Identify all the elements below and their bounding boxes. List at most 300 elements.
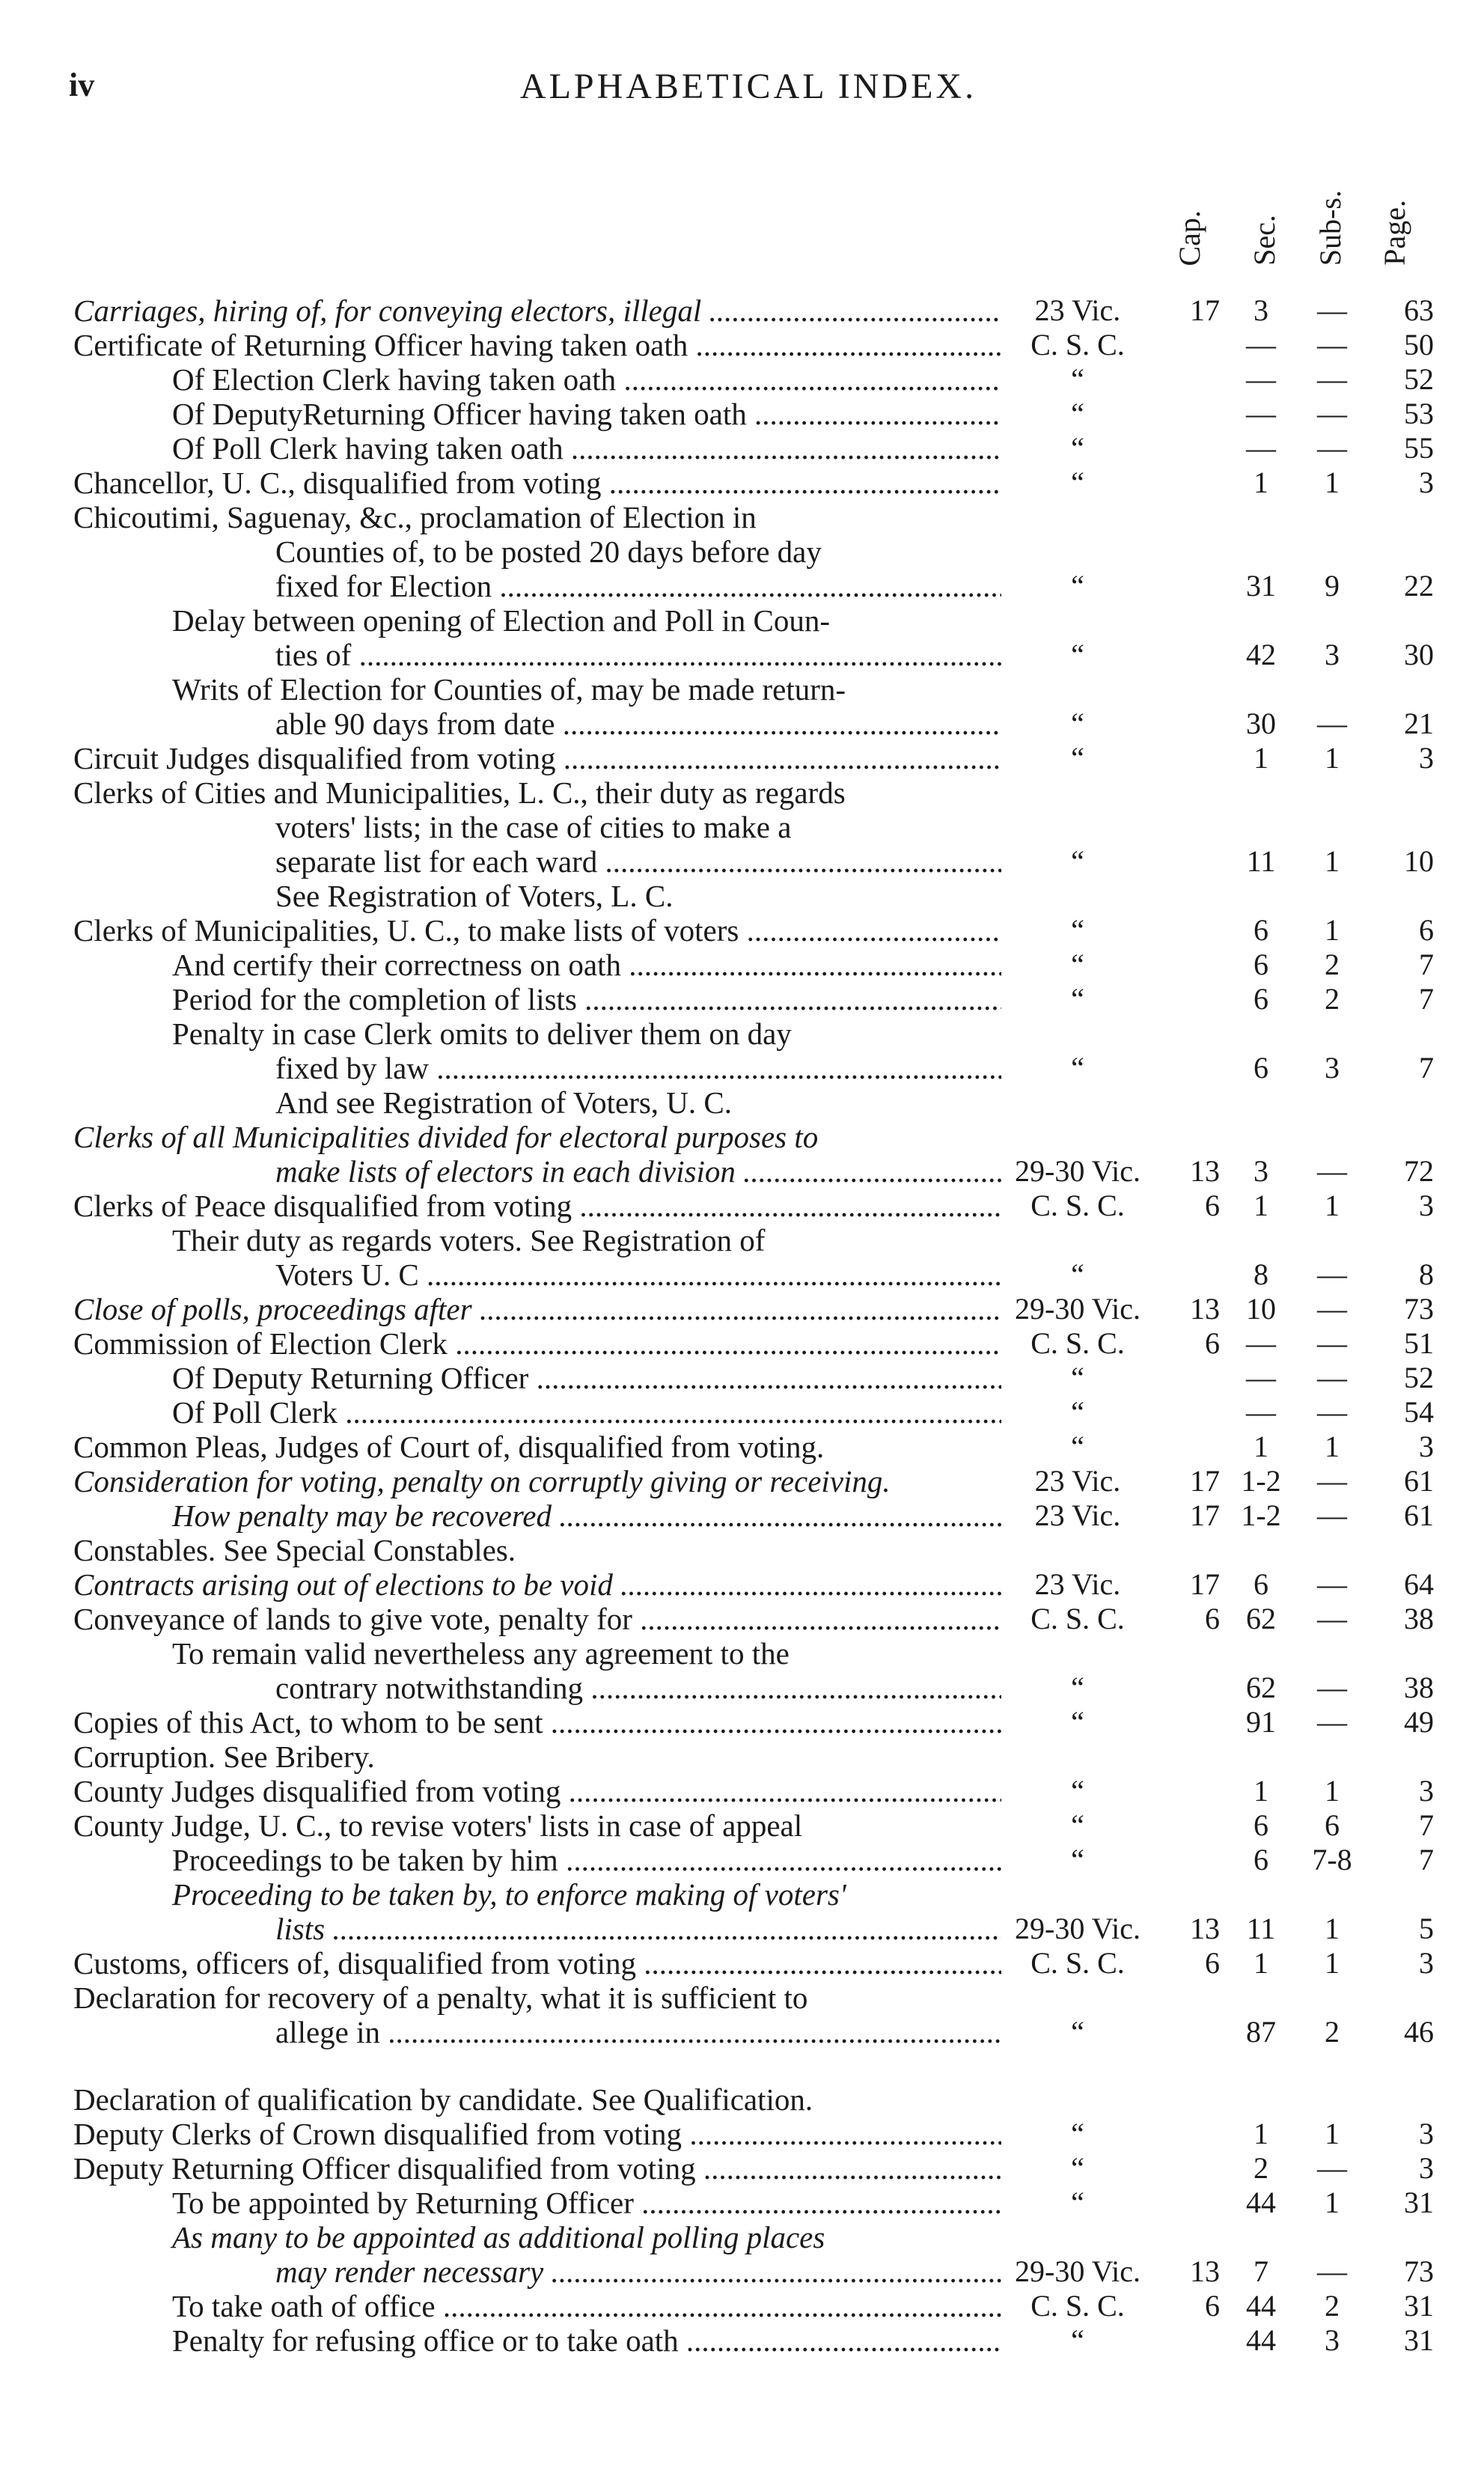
page-header xyxy=(52,66,1444,111)
entry-act: 23 Vic. xyxy=(1034,293,1121,327)
entry-sec: 6 xyxy=(1254,1567,1268,1601)
entry-text: Of Deputy Returning Officer ..... xyxy=(73,1361,1001,1395)
entry-act: “ xyxy=(1071,1705,1084,1739)
entry-sec: — xyxy=(1246,431,1276,465)
entry-subs: — xyxy=(1317,1705,1347,1739)
entry-subs: 9 xyxy=(1325,569,1340,603)
entry-sec: — xyxy=(1246,1395,1276,1429)
entry-subs: 2 xyxy=(1325,982,1340,1016)
entry-page: 30 xyxy=(1404,638,1434,671)
entry-sec: 30 xyxy=(1246,707,1276,740)
entry-act: “ xyxy=(1071,844,1084,878)
entry-cap: 13 xyxy=(1190,2254,1220,2288)
entry-text: Declaration for recovery of a penalty, what it is sufficient to xyxy=(73,1980,808,2015)
entry-text: And see Registration of Voters, U. C. xyxy=(275,1085,733,1120)
entry-text: To remain valid nevertheless any agreement to the xyxy=(172,1636,790,1671)
entry-text: Common Pleas, Judges of Court of, disqualified from voting. xyxy=(73,1430,825,1464)
entry-act: “ xyxy=(1071,982,1084,1016)
entry-text: able 90 days from date ..... xyxy=(73,707,1001,741)
index-entry xyxy=(0,948,1484,982)
entry-page: 3 xyxy=(1419,466,1434,499)
entry-text: Delay between opening of Election and Poll in Coun- xyxy=(172,603,831,638)
entry-act: C. S. C. xyxy=(1030,1602,1125,1635)
entry-text: County Judge, U. C., to revise voters' lists in case of appeal xyxy=(73,1808,803,1843)
entry-page: 3 xyxy=(1419,1946,1434,1980)
entry-text: Of Poll Clerk ..... xyxy=(73,1395,1001,1430)
entry-page: 3 xyxy=(1419,1430,1434,1463)
entry-sec: 62 xyxy=(1246,1671,1276,1704)
entry-act: “ xyxy=(1071,638,1084,671)
entry-sec: — xyxy=(1246,397,1276,430)
entry-sec: 7 xyxy=(1254,2254,1268,2288)
index-entry xyxy=(0,1843,1484,1877)
entry-subs: 3 xyxy=(1325,2323,1340,2357)
entry-page: 7 xyxy=(1419,982,1434,1016)
index-entry xyxy=(0,707,1484,741)
page-title: ALPHABETICAL INDEX. xyxy=(519,67,977,106)
entry-page: 8 xyxy=(1419,1257,1434,1291)
index-entry xyxy=(0,775,1484,810)
index-entry xyxy=(0,1498,1484,1533)
entry-act: “ xyxy=(1071,741,1084,775)
index-entry xyxy=(0,1326,1484,1361)
entry-text: County Judges disqualified from voting ..... xyxy=(73,1774,1001,1808)
entry-text: Penalty in case Clerk omits to deliver them on day xyxy=(172,1016,792,1051)
entry-text: make lists of electors in each division ..... xyxy=(73,1154,1001,1189)
index-entry xyxy=(0,466,1484,500)
index-entry xyxy=(0,1636,1484,1671)
entry-page: 7 xyxy=(1419,1843,1434,1876)
index-entry xyxy=(0,1671,1484,1705)
entry-cap: 13 xyxy=(1190,1912,1220,1945)
entry-cap: 6 xyxy=(1205,1326,1220,1360)
entry-text: Circuit Judges disqualified from voting ..... xyxy=(73,741,1001,775)
index-entry xyxy=(0,2289,1484,2323)
entry-act: 23 Vic. xyxy=(1034,1498,1121,1532)
entry-sec: 6 xyxy=(1254,948,1268,981)
column-header-subs: Sub-s. xyxy=(1313,189,1347,266)
entry-text: Period for the completion of lists ..... xyxy=(73,982,1001,1016)
entry-act: “ xyxy=(1071,2151,1084,2185)
entry-subs: — xyxy=(1317,1361,1347,1394)
index-entry xyxy=(0,293,1484,328)
entry-act: “ xyxy=(1071,1671,1084,1704)
entry-sec: 1 xyxy=(1254,2117,1268,2150)
entry-subs: — xyxy=(1317,1154,1347,1188)
entry-sec: 87 xyxy=(1246,2015,1276,2049)
entry-subs: — xyxy=(1317,362,1347,396)
entry-text: Commission of Election Clerk ..... xyxy=(73,1326,1001,1361)
entry-subs: 1 xyxy=(1325,2186,1340,2219)
entry-sec: 2 xyxy=(1254,2151,1268,2185)
entry-text: Their duty as regards voters. See Registration of xyxy=(172,1223,766,1257)
entry-page: 3 xyxy=(1419,2117,1434,2150)
entry-subs: — xyxy=(1317,1671,1347,1704)
entry-text: Voters U. C ..... xyxy=(73,1257,1001,1292)
entry-text: Proceeding to be taken by, to enforce making of voters' xyxy=(172,1877,846,1912)
entry-page: 73 xyxy=(1404,2254,1434,2288)
entry-sec: 42 xyxy=(1246,638,1276,671)
entry-subs: 1 xyxy=(1325,913,1340,947)
entry-subs: — xyxy=(1317,707,1347,740)
entry-text: Corruption. See Bribery. xyxy=(73,1739,375,1774)
entry-act: “ xyxy=(1071,431,1084,465)
entry-text: Writs of Election for Counties of, may be made return- xyxy=(172,672,846,707)
entry-text: Counties of, to be posted 20 days before day xyxy=(275,534,822,569)
entry-subs: 3 xyxy=(1325,638,1340,671)
index-entry xyxy=(0,1533,1484,1567)
entry-act: “ xyxy=(1071,2117,1084,2150)
entry-sec: — xyxy=(1246,1326,1276,1360)
entry-page: 54 xyxy=(1404,1395,1434,1429)
entry-text: To take oath of office ..... xyxy=(73,2289,1001,2323)
entry-text: separate list for each ward ..... xyxy=(73,844,1001,879)
entry-page: 3 xyxy=(1419,2151,1434,2185)
index-entry xyxy=(0,500,1484,534)
entry-text: Clerks of Municipalities, U. C., to make lists of voters ..... xyxy=(73,913,1001,948)
entry-act: 29-30 Vic. xyxy=(1015,1912,1141,1945)
entry-text: Proceedings to be taken by him ..... xyxy=(73,1843,1001,1877)
entry-text: allege in ..... xyxy=(73,2015,1001,2049)
entry-text: To be appointed by Returning Officer ..... xyxy=(73,2186,1001,2220)
entry-sec: 1 xyxy=(1254,741,1268,775)
index-entry xyxy=(0,1912,1484,1946)
entry-act: “ xyxy=(1071,948,1084,981)
entry-subs: — xyxy=(1317,2254,1347,2288)
entry-act: 23 Vic. xyxy=(1034,1464,1121,1498)
entry-page: 55 xyxy=(1404,431,1434,465)
entry-text: Close of polls, proceedings after ..... xyxy=(73,1292,1001,1326)
entry-act: “ xyxy=(1071,1430,1084,1463)
entry-page: 38 xyxy=(1404,1602,1434,1635)
entry-subs: — xyxy=(1317,1326,1347,1360)
index-entry xyxy=(0,1292,1484,1326)
index-entry xyxy=(0,2082,1484,2117)
entry-subs: 1 xyxy=(1325,1912,1340,1945)
entry-act: “ xyxy=(1071,1361,1084,1394)
entry-subs: 1 xyxy=(1325,1430,1340,1463)
index-entry xyxy=(0,328,1484,362)
index-entry xyxy=(0,603,1484,638)
entry-act: C. S. C. xyxy=(1030,1189,1125,1222)
entry-act: “ xyxy=(1071,1774,1084,1808)
entry-cap: 17 xyxy=(1190,293,1220,327)
entry-act: C. S. C. xyxy=(1030,328,1125,362)
entry-text: Clerks of Cities and Municipalities, L. C., their duty as regards xyxy=(73,775,846,810)
column-header-cap: Cap. xyxy=(1173,210,1206,266)
index-entry xyxy=(0,362,1484,397)
entry-page: 31 xyxy=(1404,2186,1434,2219)
page-number: iv xyxy=(69,67,95,103)
index-entry xyxy=(0,1361,1484,1395)
entry-text: Customs, officers of, disqualified from voting ..... xyxy=(73,1946,1001,1980)
entry-page: 38 xyxy=(1404,1671,1434,1704)
entry-subs: — xyxy=(1317,431,1347,465)
entry-text: See Registration of Voters, L. C. xyxy=(275,879,674,913)
entry-subs: 1 xyxy=(1325,466,1340,499)
entry-page: 49 xyxy=(1404,1705,1434,1739)
entry-sec: 31 xyxy=(1246,569,1276,603)
entry-text: How penalty may be recovered ..... xyxy=(73,1498,1001,1533)
column-header-sec: Sec. xyxy=(1248,215,1281,266)
index-entry xyxy=(0,638,1484,672)
entry-subs: 7-8 xyxy=(1312,1843,1352,1876)
entry-page: 31 xyxy=(1404,2289,1434,2323)
index-entry xyxy=(0,879,1484,913)
entry-subs: — xyxy=(1317,1464,1347,1498)
entry-page: 6 xyxy=(1419,913,1434,947)
index-entry xyxy=(0,569,1484,603)
index-entry xyxy=(0,1774,1484,1808)
index-entry xyxy=(0,741,1484,775)
index-entry xyxy=(0,1120,1484,1154)
entry-act: “ xyxy=(1071,1395,1084,1429)
entry-sec: 91 xyxy=(1246,1705,1276,1739)
entry-sec: 3 xyxy=(1254,293,1268,327)
entry-sec: 44 xyxy=(1246,2289,1276,2323)
entry-cap: 6 xyxy=(1205,1189,1220,1222)
entry-sec: 10 xyxy=(1246,1292,1276,1326)
index-entry xyxy=(0,534,1484,569)
index-entry xyxy=(0,1189,1484,1223)
entry-text: ties of ..... xyxy=(73,638,1001,672)
entry-sec: 3 xyxy=(1254,1154,1268,1188)
index-entry xyxy=(0,397,1484,431)
entry-text: Consideration for voting, penalty on corruptly giving or receiving. xyxy=(73,1464,891,1498)
index-entry xyxy=(0,1223,1484,1257)
entry-spacer xyxy=(0,2049,1484,2082)
entry-act: 29-30 Vic. xyxy=(1015,1292,1141,1326)
entry-text: Contracts arising out of elections to be void ..... xyxy=(73,1567,1001,1602)
entry-page: 50 xyxy=(1404,328,1434,362)
entry-subs: 3 xyxy=(1325,1051,1340,1085)
entry-text: Conveyance of lands to give vote, penalty for ..... xyxy=(73,1602,1001,1636)
entry-sec: 11 xyxy=(1246,844,1276,878)
entry-text: Deputy Clerks of Crown disqualified from voting ..... xyxy=(73,2117,1001,2151)
index-entry xyxy=(0,1051,1484,1085)
entry-page: 63 xyxy=(1404,293,1434,327)
entry-page: 22 xyxy=(1404,569,1434,603)
entry-text: Carriages, hiring of, for conveying electors, illegal ..... xyxy=(73,293,1001,328)
entry-text: Copies of this Act, to whom to be sent ..... xyxy=(73,1705,1001,1739)
entry-act: “ xyxy=(1071,397,1084,430)
entry-page: 3 xyxy=(1419,1189,1434,1222)
entry-text: And certify their correctness on oath ..... xyxy=(73,948,1001,982)
entry-page: 3 xyxy=(1419,1774,1434,1808)
entry-sec: 1 xyxy=(1254,1946,1268,1980)
entry-subs: — xyxy=(1317,328,1347,362)
index-entry xyxy=(0,1154,1484,1189)
index-entry xyxy=(0,431,1484,466)
index-entry xyxy=(0,982,1484,1016)
entry-page: 53 xyxy=(1404,397,1434,430)
entry-subs: 1 xyxy=(1325,844,1340,878)
entry-act: “ xyxy=(1071,569,1084,603)
entry-act: “ xyxy=(1071,2186,1084,2219)
entry-page: 21 xyxy=(1404,707,1434,740)
entry-page: 72 xyxy=(1404,1154,1434,1188)
index-entry xyxy=(0,1980,1484,2015)
entry-subs: — xyxy=(1317,1498,1347,1532)
entry-text: fixed by law ..... xyxy=(73,1051,1001,1085)
entry-sec: 6 xyxy=(1254,1843,1268,1876)
entry-subs: — xyxy=(1317,1257,1347,1291)
entry-subs: — xyxy=(1317,293,1347,327)
entry-cap: 6 xyxy=(1205,1602,1220,1635)
entry-text: Chancellor, U. C., disqualified from voting ..... xyxy=(73,466,1001,500)
entry-page: 46 xyxy=(1404,2015,1434,2049)
entry-act: 29-30 Vic. xyxy=(1015,2254,1141,2288)
entry-sec: 6 xyxy=(1254,1051,1268,1085)
entry-subs: 2 xyxy=(1325,948,1340,981)
entry-text: Of Poll Clerk having taken oath ..... xyxy=(73,431,1001,466)
index-entry xyxy=(0,1016,1484,1051)
entry-subs: 1 xyxy=(1325,741,1340,775)
entry-subs: 1 xyxy=(1325,1946,1340,1980)
entry-cap: 17 xyxy=(1190,1464,1220,1498)
index-entry xyxy=(0,1464,1484,1498)
entry-subs: 1 xyxy=(1325,1189,1340,1222)
entry-act: “ xyxy=(1071,913,1084,947)
entry-sec: 62 xyxy=(1246,1602,1276,1635)
entry-text: Clerks of Peace disqualified from voting ..... xyxy=(73,1189,1001,1223)
index-entry xyxy=(0,1877,1484,1912)
entry-act: “ xyxy=(1071,466,1084,499)
entry-subs: 6 xyxy=(1325,1808,1340,1842)
index-entry xyxy=(0,1430,1484,1464)
entry-cap: 13 xyxy=(1190,1292,1220,1326)
entry-sec: 1 xyxy=(1254,466,1268,499)
index-entry xyxy=(0,2254,1484,2289)
entry-cap: 17 xyxy=(1190,1498,1220,1532)
entry-act: “ xyxy=(1071,1843,1084,1876)
index-entry xyxy=(0,1395,1484,1430)
entry-text: contrary notwithstanding ..... xyxy=(73,1671,1001,1705)
entry-act: 23 Vic. xyxy=(1034,1567,1121,1601)
entry-subs: — xyxy=(1317,397,1347,430)
entry-page: 61 xyxy=(1404,1464,1434,1498)
entry-sec: 44 xyxy=(1246,2323,1276,2357)
entry-text: Certificate of Returning Officer having taken oath ..... xyxy=(73,328,1001,362)
entry-sec: 6 xyxy=(1254,913,1268,947)
entry-text: voters' lists; in the case of cities to make a xyxy=(275,810,792,844)
entry-sec: 6 xyxy=(1254,982,1268,1016)
entry-page: 73 xyxy=(1404,1292,1434,1326)
index-entry xyxy=(0,1085,1484,1120)
entry-act: “ xyxy=(1071,2015,1084,2049)
index-entry xyxy=(0,844,1484,879)
entry-sec: 1-2 xyxy=(1241,1498,1281,1532)
index-entry xyxy=(0,2117,1484,2151)
index-entry xyxy=(0,810,1484,844)
entry-subs: 1 xyxy=(1325,1774,1340,1808)
entry-cap: 6 xyxy=(1205,2289,1220,2323)
entry-act: “ xyxy=(1071,1808,1084,1842)
entry-sec: 8 xyxy=(1254,1257,1268,1291)
entry-sec: — xyxy=(1246,1361,1276,1394)
entry-subs: — xyxy=(1317,1567,1347,1601)
entry-subs: 1 xyxy=(1325,2117,1340,2150)
entry-text: Penalty for refusing office or to take oath ..... xyxy=(73,2323,1001,2358)
entry-cap: 6 xyxy=(1205,1946,1220,1980)
entry-page: 64 xyxy=(1404,1567,1434,1601)
entry-text: lists ..... xyxy=(73,1912,1001,1946)
entry-text: Of DeputyReturning Officer having taken oath ..... xyxy=(73,397,1001,431)
entry-sec: 6 xyxy=(1254,1808,1268,1842)
entry-page: 3 xyxy=(1419,741,1434,775)
index-entry xyxy=(0,913,1484,948)
entry-text: fixed for Election ..... xyxy=(73,569,1001,603)
entry-text: Chicoutimi, Saguenay, &c., proclamation of Election in xyxy=(73,500,757,534)
entry-act: “ xyxy=(1071,1257,1084,1291)
index-entry xyxy=(0,2186,1484,2220)
index-entry xyxy=(0,1602,1484,1636)
entry-text: Of Election Clerk having taken oath ..... xyxy=(73,362,1001,397)
entry-page: 7 xyxy=(1419,1051,1434,1085)
entry-sec: 1 xyxy=(1254,1430,1268,1463)
entry-page: 61 xyxy=(1404,1498,1434,1532)
entry-page: 10 xyxy=(1404,844,1434,878)
entry-subs: — xyxy=(1317,1602,1347,1635)
entry-sec: 1 xyxy=(1254,1189,1268,1222)
entry-page: 52 xyxy=(1404,362,1434,396)
index-entry xyxy=(0,2220,1484,2254)
entry-subs: 2 xyxy=(1325,2015,1340,2049)
index-entry xyxy=(0,1567,1484,1602)
entry-page: 52 xyxy=(1404,1361,1434,1394)
entry-act: “ xyxy=(1071,707,1084,740)
entry-subs: 2 xyxy=(1325,2289,1340,2323)
entry-act: “ xyxy=(1071,2323,1084,2357)
entry-sec: 1 xyxy=(1254,1774,1268,1808)
entry-text: Clerks of all Municipalities divided for electoral purposes to xyxy=(73,1120,819,1154)
entry-act: C. S. C. xyxy=(1030,2289,1125,2323)
entry-text: As many to be appointed as additional polling places xyxy=(172,2220,825,2254)
entry-page: 7 xyxy=(1419,948,1434,981)
entry-subs: — xyxy=(1317,2151,1347,2185)
index-entry xyxy=(0,2151,1484,2186)
entry-page: 51 xyxy=(1404,1326,1434,1360)
entry-sec: — xyxy=(1246,328,1276,362)
index-entry xyxy=(0,2323,1484,2358)
entry-page: 31 xyxy=(1404,2323,1434,2357)
entry-page: 5 xyxy=(1419,1912,1434,1945)
index-entry xyxy=(0,1808,1484,1843)
index-entry xyxy=(0,1946,1484,1980)
entry-page: 7 xyxy=(1419,1808,1434,1842)
index-entry xyxy=(0,1257,1484,1292)
entry-act: 29-30 Vic. xyxy=(1015,1154,1141,1188)
entry-act: C. S. C. xyxy=(1030,1946,1125,1980)
index-entry xyxy=(0,2015,1484,2049)
entry-sec: 11 xyxy=(1246,1912,1276,1945)
entry-sec: 1-2 xyxy=(1241,1464,1281,1498)
column-header-page: Page. xyxy=(1378,200,1411,266)
entry-text: Deputy Returning Officer disqualified from voting ..... xyxy=(73,2151,1001,2186)
entry-act: “ xyxy=(1071,362,1084,396)
index-entry xyxy=(0,1705,1484,1739)
index-entries xyxy=(0,293,1484,2358)
entry-sec: 44 xyxy=(1246,2186,1276,2219)
entry-cap: 13 xyxy=(1190,1154,1220,1188)
entry-text: may render necessary ..... xyxy=(73,2254,1001,2289)
entry-text: Constables. See Special Constables. xyxy=(73,1533,516,1567)
entry-subs: — xyxy=(1317,1292,1347,1326)
entry-act: C. S. C. xyxy=(1030,1326,1125,1360)
index-entry xyxy=(0,1739,1484,1774)
entry-text: Declaration of qualification by candidate. See Qualification. xyxy=(73,2082,813,2117)
entry-cap: 17 xyxy=(1190,1567,1220,1601)
